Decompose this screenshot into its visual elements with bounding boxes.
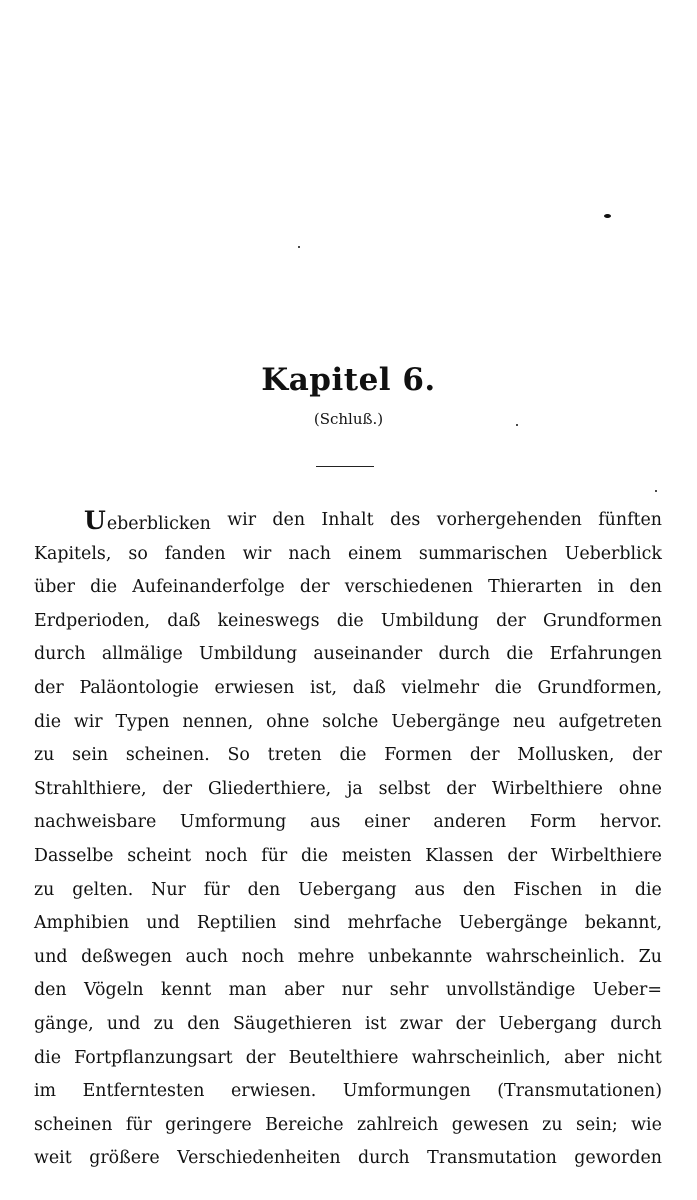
word: (Transmutationen) <box>497 1081 662 1102</box>
word: geringere <box>165 1114 252 1135</box>
word: ohne <box>618 778 662 799</box>
word: Aufeinanderfolge <box>132 577 285 598</box>
text-line <box>34 1042 662 1076</box>
word: ist, <box>310 677 338 698</box>
word: der <box>299 577 330 598</box>
word: Klassen <box>425 845 494 866</box>
word: Fischen <box>513 879 583 900</box>
word: den <box>462 879 496 900</box>
word: einem <box>348 543 402 564</box>
word: vorhergehenden <box>436 510 582 530</box>
word: sind <box>293 913 331 934</box>
word: die <box>34 711 61 732</box>
chapter-title: Kapitel 6. <box>261 362 436 398</box>
word: für <box>125 1114 152 1135</box>
word: Entferntesten <box>82 1081 205 1102</box>
word: Inhalt <box>321 510 374 530</box>
word: scheint <box>127 845 192 866</box>
word: Gliederthiere, <box>207 778 332 799</box>
word: Reptilien <box>196 913 277 934</box>
word: man <box>228 980 267 1001</box>
word: wahrscheinlich, <box>411 1047 551 1068</box>
word: Kapitels, <box>34 543 112 564</box>
text-line <box>34 571 662 605</box>
word: der <box>632 745 662 766</box>
text-line <box>34 739 662 773</box>
word: Umformung <box>179 812 287 833</box>
heading-divider <box>316 466 374 467</box>
word: die <box>634 879 662 900</box>
word: sein <box>72 745 109 766</box>
word: gänge, <box>34 1013 94 1034</box>
word: durch <box>34 644 86 665</box>
word: noch <box>204 845 248 866</box>
word: meisten <box>341 845 412 866</box>
word: erwiesen. <box>230 1081 317 1102</box>
paragraph <box>34 504 662 1176</box>
word: gelten. <box>72 879 134 900</box>
print-speck <box>604 214 611 218</box>
word: durch <box>438 644 491 665</box>
word: Form <box>529 812 577 833</box>
word: nur <box>341 980 373 1001</box>
word <box>84 504 211 538</box>
word: daß <box>352 677 386 698</box>
word: nachweisbare <box>34 812 157 833</box>
print-speck <box>655 490 657 492</box>
word: Amphibien <box>34 913 130 934</box>
word: Umformungen <box>342 1081 471 1102</box>
word: wie <box>631 1114 662 1135</box>
word: zwar <box>399 1013 443 1034</box>
word: wir <box>73 711 103 732</box>
word: im <box>34 1081 57 1102</box>
word: erwiesen <box>214 677 295 698</box>
word: Zu <box>638 946 662 967</box>
word: durch <box>358 1148 410 1169</box>
word: scheinen. <box>125 745 210 766</box>
word: So <box>227 745 250 766</box>
text-line <box>34 773 662 807</box>
word: Uebergang <box>498 1013 598 1034</box>
word: fünften <box>598 510 662 530</box>
word: ist <box>364 1013 387 1034</box>
word: größere <box>89 1148 160 1169</box>
word: den <box>272 510 306 530</box>
word: der <box>245 1047 276 1068</box>
text-line <box>34 941 662 975</box>
word: sehr <box>389 980 429 1001</box>
word: summarischen <box>418 543 548 564</box>
word: Vögeln <box>84 980 144 1001</box>
word: den <box>34 980 67 1001</box>
word: in <box>600 879 617 900</box>
word: vielmehr <box>401 677 480 698</box>
text-line <box>34 605 662 639</box>
text-line <box>34 538 662 572</box>
word: Wirbelthiere <box>491 778 603 799</box>
word: den <box>187 1013 220 1034</box>
word: ohne <box>266 711 310 732</box>
word: der <box>455 1013 486 1034</box>
text-line <box>34 1075 662 1109</box>
word: geworden <box>574 1148 662 1169</box>
word: die <box>494 677 522 698</box>
word: Uebergänge <box>391 711 500 732</box>
word: mehrfache <box>347 913 442 934</box>
text-line <box>34 638 662 672</box>
word: keineswegs <box>217 610 320 631</box>
word: die <box>336 610 364 631</box>
text-line <box>34 840 662 874</box>
word: noch <box>241 946 285 967</box>
word: zahlreich <box>356 1114 439 1135</box>
word: Bereiche <box>265 1114 344 1135</box>
word: bekannt, <box>584 913 662 934</box>
word: für <box>261 845 288 866</box>
word: mehre <box>297 946 355 967</box>
word: sein; <box>575 1114 618 1135</box>
word: scheinen <box>34 1114 113 1135</box>
word: und <box>106 1013 141 1034</box>
word: verschiedenen <box>344 577 473 598</box>
word: und <box>34 946 68 967</box>
word: Ueber= <box>592 980 662 1001</box>
word: kennt <box>161 980 212 1001</box>
word: der <box>34 677 64 698</box>
word: Nur <box>151 879 186 900</box>
word: zu <box>34 745 55 766</box>
word: Thierarten <box>488 577 583 598</box>
word-rest: eberblicken <box>106 514 211 534</box>
text-line <box>34 974 662 1008</box>
text-line <box>34 1142 662 1176</box>
word: Grundformen <box>543 610 662 631</box>
word: durch <box>610 1013 662 1034</box>
text-line <box>34 874 662 908</box>
word: Formen <box>384 745 453 766</box>
initial-letter: U <box>84 506 106 535</box>
word: Verschiedenheiten <box>177 1148 341 1169</box>
word: wir <box>227 510 257 530</box>
word: ja <box>347 778 363 799</box>
word: Umbildung <box>380 610 479 631</box>
word: die <box>90 577 118 598</box>
word: solche <box>322 711 379 732</box>
word: unvollständige <box>445 980 576 1001</box>
word: auch <box>185 946 228 967</box>
word: Dasselbe <box>34 845 114 866</box>
word: die <box>301 845 329 866</box>
word: aus <box>309 812 341 833</box>
word: fanden <box>164 543 226 564</box>
word: Strahlthiere, <box>34 778 147 799</box>
word: nicht <box>617 1047 662 1068</box>
word: so <box>128 543 148 564</box>
word: Uebergänge <box>458 913 568 934</box>
word: hervor. <box>599 812 662 833</box>
chapter-subtitle: (Schluß.) <box>313 410 384 428</box>
word: den <box>247 879 281 900</box>
word: unbekannte <box>367 946 473 967</box>
text-line <box>34 706 662 740</box>
word: Wirbelthiere <box>550 845 662 866</box>
word: der <box>507 845 538 866</box>
word: nach <box>288 543 331 564</box>
word: Umbildung <box>199 644 298 665</box>
word: zu <box>542 1114 563 1135</box>
word: wahrscheinlich. <box>485 946 626 967</box>
word: aufgetreten <box>558 711 662 732</box>
word: allmälige <box>101 644 183 665</box>
word: aus <box>414 879 445 900</box>
text-line <box>34 672 662 706</box>
text-line <box>34 1008 662 1042</box>
word: den <box>629 577 662 598</box>
word: des <box>389 510 421 530</box>
text-line <box>34 1109 662 1143</box>
word: zu <box>34 879 55 900</box>
word: Typen <box>115 711 170 732</box>
word: der <box>496 610 526 631</box>
word: weit <box>34 1148 72 1169</box>
word: Erdperioden, <box>34 610 151 631</box>
word: auseinander <box>313 644 423 665</box>
word: nennen, <box>182 711 254 732</box>
text-line <box>34 806 662 840</box>
word: Erfahrungen <box>549 644 662 665</box>
word: der <box>162 778 193 799</box>
word: einer <box>364 812 410 833</box>
word: Säugethieren <box>233 1013 352 1034</box>
word: Paläontologie <box>79 677 199 698</box>
word: in <box>597 577 615 598</box>
text-line <box>34 907 662 941</box>
word: aber <box>563 1047 605 1068</box>
word: anderen <box>433 812 507 833</box>
word: Mollusken, <box>517 745 615 766</box>
word: selbst <box>378 778 431 799</box>
word: die <box>34 1047 61 1068</box>
text-line-first <box>34 504 662 538</box>
word: die <box>339 745 367 766</box>
word: Transmutation <box>427 1148 557 1169</box>
word: zu <box>153 1013 174 1034</box>
word: aber <box>284 980 325 1001</box>
word: der <box>446 778 476 799</box>
word: deßwegen <box>81 946 172 967</box>
word: Uebergang <box>298 879 397 900</box>
word: für <box>203 879 230 900</box>
word: Fortpflanzungsart <box>74 1047 233 1068</box>
word: treten <box>267 745 322 766</box>
word: gewesen <box>451 1114 529 1135</box>
word: daß <box>167 610 201 631</box>
word: Ueberblick <box>564 543 662 564</box>
word: über <box>34 577 75 598</box>
word: Beutelthiere <box>288 1047 399 1068</box>
word: Grundformen, <box>537 677 662 698</box>
word: und <box>146 913 180 934</box>
word: der <box>469 745 500 766</box>
word: wir <box>242 543 272 564</box>
word: die <box>506 644 534 665</box>
print-speck <box>298 246 300 248</box>
word: neu <box>512 711 546 732</box>
